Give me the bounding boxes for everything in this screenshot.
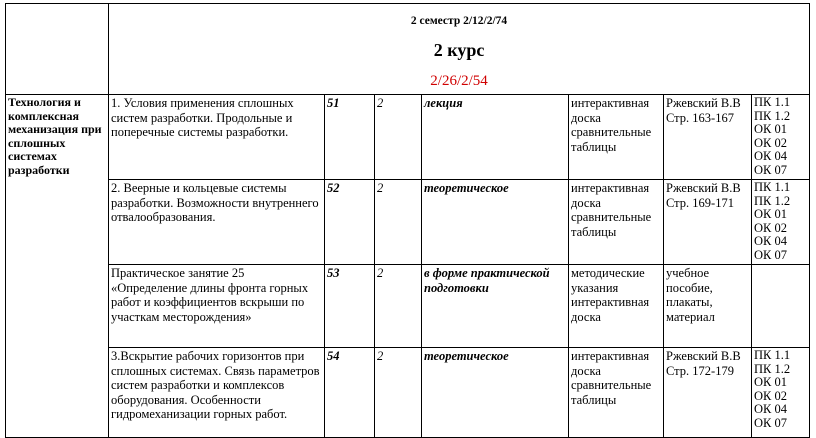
competency: ПК 1.2	[754, 193, 791, 208]
lesson-content: 1. Условия применения сплошных систем разработки. Продольные и поперечные системы разработки.	[109, 95, 325, 180]
competency: ОК 02	[754, 388, 787, 403]
lesson-type: лекция	[422, 95, 569, 180]
competency: ОК 04	[754, 149, 787, 164]
competency: ПК 1.1	[754, 348, 791, 362]
course-title: 2 курс	[433, 39, 485, 60]
lesson-literature: Ржевский В.В Стр. 169-171	[664, 180, 752, 265]
lesson-type: теоретическое	[422, 348, 569, 438]
lesson-number: 51	[325, 95, 375, 180]
lesson-hours: 2	[375, 348, 422, 438]
lesson-methods: интерактивная доска сравнительные таблицы	[569, 348, 664, 438]
competency: ОК 07	[754, 247, 787, 262]
semester-label: 2 семестр 2/12/2/74	[410, 15, 508, 27]
competency: ПК 1.2	[754, 361, 791, 376]
lesson-competencies	[752, 180, 810, 265]
competency: ОК 01	[754, 375, 787, 390]
lesson-literature: Ржевский В.В Стр. 172-179	[664, 348, 752, 438]
lesson-literature: учебное пособие, плакаты, материал	[664, 265, 752, 348]
lesson-content: Практическое занятие 25 «Определение длины фронта горных работ и коэффициентов вскрыши по участкам месторождения»	[109, 265, 325, 348]
table-row	[6, 95, 810, 180]
lesson-number: 54	[325, 348, 375, 438]
curriculum-table	[5, 3, 810, 438]
lesson-literature: Ржевский В.В Стр. 163-167	[664, 95, 752, 180]
competency: ОК 01	[754, 122, 787, 137]
competency: ОК 04	[754, 402, 787, 417]
lesson-number: 52	[325, 180, 375, 265]
lesson-methods: методические указания интерактивная доска	[569, 265, 664, 348]
lesson-type: в форме практической подготовки	[422, 265, 569, 348]
header-row	[6, 4, 810, 95]
competency: ПК 1.1	[754, 180, 791, 194]
competency: ПК 1.1	[754, 95, 791, 109]
competency: ОК 07	[754, 415, 787, 430]
table-row	[6, 265, 810, 348]
hours-summary: 2/26/2/54	[430, 73, 488, 90]
competency: ОК 02	[754, 135, 787, 150]
lesson-hours: 2	[375, 265, 422, 348]
topic-cell: Технология и комплексная механизация при сплошных системах разработки	[6, 95, 109, 438]
competency: ОК 07	[754, 162, 787, 177]
empty-header-cell	[6, 4, 109, 95]
lesson-number: 53	[325, 265, 375, 348]
lesson-competencies	[752, 95, 810, 180]
lesson-content: 2. Веерные и кольцевые системы разработки. Возможности внутреннего отвалообразования.	[109, 180, 325, 265]
competency: ОК 04	[754, 234, 787, 249]
lesson-type: теоретическое	[422, 180, 569, 265]
competency: ОК 01	[754, 207, 787, 222]
table-row	[6, 180, 810, 265]
table-row	[6, 348, 810, 438]
lesson-competencies	[752, 348, 810, 438]
lesson-hours: 2	[375, 95, 422, 180]
competency: ОК 02	[754, 220, 787, 235]
lesson-competencies	[752, 265, 810, 348]
competency: ПК 1.2	[754, 108, 791, 123]
lesson-content: 3.Вскрытие рабочих горизонтов при сплошных системах. Связь параметров систем разработки и комплексов оборудования. Особенности гидромеханизации горных работ.	[109, 348, 325, 438]
lesson-methods: интерактивная доска сравнительные таблицы	[569, 95, 664, 180]
lesson-methods: интерактивная доска сравнительные таблицы	[569, 180, 664, 265]
semester-header-cell	[109, 4, 810, 95]
lesson-hours: 2	[375, 180, 422, 265]
